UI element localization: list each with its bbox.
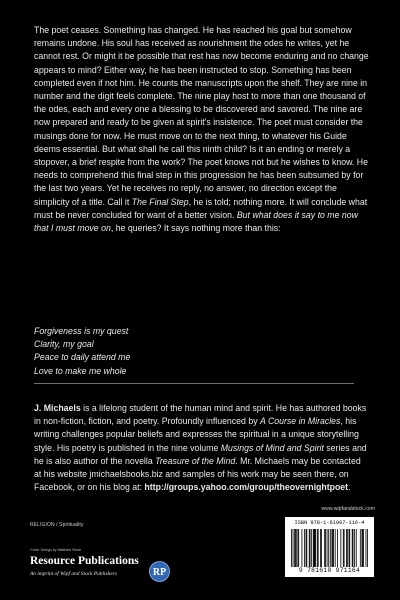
barcode-bar xyxy=(330,529,331,567)
poem-excerpt xyxy=(34,325,334,378)
barcode-bar xyxy=(295,529,296,567)
isbn-label: ISBN 978-1-61097-116-4 xyxy=(294,520,365,526)
barcode-bar xyxy=(315,529,316,567)
barcode-bar xyxy=(333,529,334,567)
barcode-bar xyxy=(346,529,347,567)
barcode-bar xyxy=(353,529,354,567)
publisher-block xyxy=(30,555,210,595)
barcode-bar xyxy=(315,529,316,567)
publisher-tagline: An imprint of Wipf and Stock Publishers xyxy=(30,571,117,577)
barcode-bar xyxy=(306,529,307,567)
barcode-bar xyxy=(320,529,321,567)
barcode-bar xyxy=(328,529,329,567)
barcode-bar xyxy=(298,529,299,567)
logo-text: RP xyxy=(152,567,167,578)
barcode-bar xyxy=(344,529,345,567)
barcode-bar xyxy=(310,529,311,567)
barcode-bar xyxy=(291,529,292,567)
barcode-bar xyxy=(367,529,368,567)
publisher-logo-icon xyxy=(149,561,170,582)
barcode-bar xyxy=(297,529,298,567)
bio-italic: Musings of Mind and Spirit xyxy=(220,442,324,453)
bio-part: series and he is also author of the novella xyxy=(34,442,367,466)
bio-part: is a lifelong student of the human mind and spirit. He has authored books in non-fiction, fiction, and poetry. Profoundly influenced by xyxy=(34,403,367,427)
bio-part: , his writing challenges popular beliefs and expresses the spiritual in a unique storytelling style. His poetry is published in the nine volume xyxy=(34,416,359,453)
synopsis-part: , he is told; nothing more. It will conclude what must be never concluded for want of a better vision. xyxy=(34,196,368,220)
barcode-bar xyxy=(314,529,315,567)
section-divider xyxy=(34,383,354,384)
barcode-bar xyxy=(354,529,355,567)
blog-link[interactable]: http://groups.yahoo.com/group/theovernightpoet xyxy=(144,482,349,493)
publisher-name: Resource Publications xyxy=(30,555,139,567)
barcode-bar xyxy=(360,529,361,567)
barcode-bar xyxy=(362,529,363,567)
poem-line: Clarity, my goal xyxy=(34,339,94,350)
poem-line: Forgiveness is my quest xyxy=(34,326,129,336)
category-label: RELIGION / Spirituality xyxy=(30,522,84,528)
bio-italic: A Course in Miracles xyxy=(260,416,341,427)
bio-italic: Treasure of the Mind xyxy=(155,455,236,466)
bio-part: . Mr. Michaels may be contacted at his website jmichaelsbooks.biz and samples of his work may be seen there, on Facebook, or on his blog at: xyxy=(34,455,361,493)
barcode-bar xyxy=(349,529,350,567)
barcode-bar xyxy=(343,529,344,567)
author-name: J. Michaels xyxy=(34,403,81,413)
synopsis-title-ref: The Final Step xyxy=(131,196,189,207)
barcode-bar xyxy=(294,529,295,567)
publisher-website[interactable]: www.wipfandstock.com xyxy=(321,506,375,512)
barcode-bar xyxy=(347,529,348,567)
cover-credit: Cover Design by Matthew Stock xyxy=(30,548,82,552)
bio-part: . xyxy=(348,482,351,493)
barcode-bar xyxy=(309,529,310,567)
barcode-bar xyxy=(363,529,364,567)
barcode-bar xyxy=(296,529,297,567)
synopsis-quote: But what does it say to me now that I must move on xyxy=(34,209,358,234)
barcode-digits: 9 781610 971164 xyxy=(298,567,361,574)
barcode-bar xyxy=(362,529,363,567)
poem-line: Love to make me whole xyxy=(34,365,127,376)
barcode-bar xyxy=(366,529,367,567)
author-bio xyxy=(34,402,368,494)
synopsis-part: The poet ceases. Something has changed. He has reached his goal but somehow remains undone. His soul has received as nourishment the odes he writes, yet he cannot rest. Or might it be possible that rest has now become enduring and no change appears to mind? Either way, he has been instructed to stop. Something has been completed even if not him. He counts the manuscripts upon the shelf. They are nine in number and the digit feels complete. The nine play host to more than one thousand of the odes, each and every one a blessing to be discovered and savored. The nine are now prepared and ready to be given at spirit's insistence. The poet must consider the musings done for now. He must move on to the next thing, to whatever his Guide deems essential. But what shall he call this ninth child? Is it an ending or merely a stopover, a brief respite from the work? The poet knows not but he wishes to know. He needs to comprehend this final step in this progression he has been subsumed by for the last two years. Yet he receives no reply, no answer, no direction except the simplicity of a title. Call it xyxy=(34,25,369,207)
barcode-bar xyxy=(304,529,305,567)
barcode-bar xyxy=(324,529,325,567)
barcode-bar xyxy=(340,529,341,567)
barcode-bar xyxy=(356,529,357,567)
synopsis-part: , he queries? It says nothing more than this: xyxy=(110,223,281,234)
barcode-bar xyxy=(327,529,328,567)
barcode-bar xyxy=(332,529,333,567)
barcode xyxy=(291,529,368,567)
barcode-bar xyxy=(313,529,314,567)
barcode-bar xyxy=(306,529,307,567)
barcode-bar xyxy=(321,529,322,567)
barcode-bar xyxy=(349,529,350,567)
barcode-bar xyxy=(318,529,319,567)
barcode-bar xyxy=(337,529,338,567)
barcode-bar xyxy=(293,529,294,567)
poem-line: Peace to daily attend me xyxy=(34,352,131,363)
barcode-bar xyxy=(317,529,318,567)
synopsis-text xyxy=(34,24,370,235)
barcode-bar xyxy=(332,529,333,567)
barcode-bar xyxy=(325,529,326,567)
barcode-bar xyxy=(335,529,336,567)
barcode-bar xyxy=(311,529,312,567)
barcode-bar xyxy=(302,529,303,567)
isbn-barcode-box xyxy=(285,517,374,577)
barcode-bar xyxy=(352,529,353,567)
